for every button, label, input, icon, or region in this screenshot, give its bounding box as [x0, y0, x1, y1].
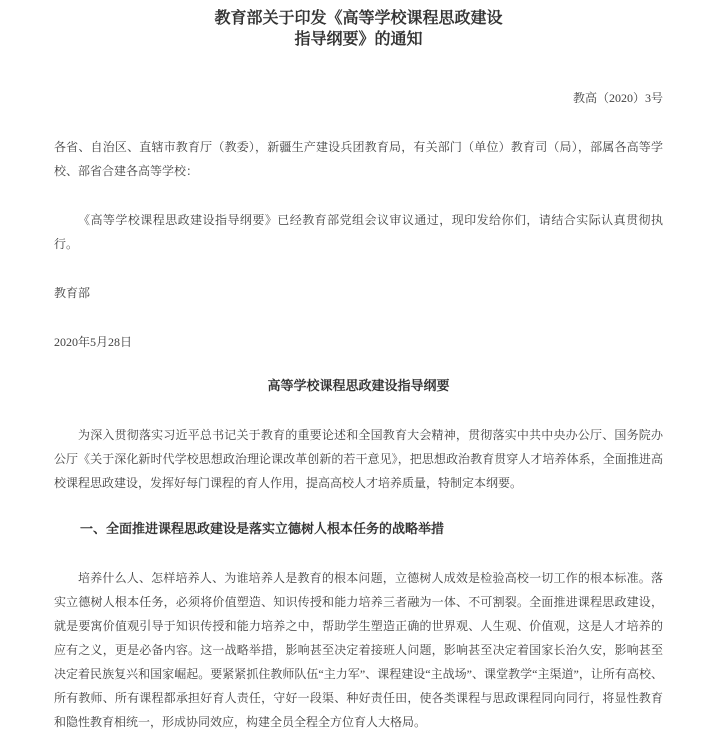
notice-title-line1: 教育部关于印发《高等学校课程思政建设 — [214, 10, 503, 27]
notice-title — [54, 8, 663, 50]
section-1-paragraph: 培养什么人、怎样培养人、为谁培养人是教育的根本问题，立德树人成效是检验高校一切工作的根本标准。落实立德树人根本任务，必须将价值塑造、知识传授和能力培养三者融为一体、不可割裂。全面推进课程思政建设，就是要寓价值观引导于知识传授和能力培养之中，帮助学生塑造正确的世界观、人生观、价值观，这是人才培养的应有之义，更是必备内容。这一战略举措，影响甚至决定着接班人问题，影响甚至决定着国家长治久安，影响甚至决定着民族复兴和国家崛起。要紧紧抓住教师队伍“主力军”、课程建设“主战场”、课堂教学“主渠道”，让所有高校、所有教师、所有课程都承担好育人责任，守好一段渠、种好责任田，使各类课程与思政课程同向同行，将显性教育和隐性教育相统一，形成协同效应，构建全员全程全方位育人大格局。 — [54, 571, 663, 729]
guideline-intro: 为深入贯彻落实习近平总书记关于教育的重要论述和全国教育大会精神，贯彻落实中共中央办公厅、国务院办公厅《关于深化新时代学校思想政治理论课改革创新的若干意见》，把思想政治教育贯穿人才培养体系，全面推进高校课程思政建设，发挥好每门课程的育人作用，提高高校人才培养质量，特制定本纲要。 — [54, 428, 663, 490]
salutation: 各省、自治区、直辖市教育厅（教委），新疆生产建设兵团教育局，有关部门（单位）教育司（局），部属各高等学校、部省合建各高等学校： — [54, 140, 663, 178]
doc-number: 教高（2020）3号 — [572, 91, 663, 105]
guideline-title: 高等学校课程思政建设指导纲要 — [267, 378, 450, 393]
notice-title-line2: 指导纲要》的通知 — [294, 31, 423, 48]
issuer: 教育部 — [54, 286, 91, 300]
notice-body: 《高等学校课程思政建设指导纲要》已经教育部党组会议审议通过，现印发给你们，请结合实际认真贯彻执行。 — [54, 213, 663, 251]
section-1-heading: 一、全面推进课程思政建设是落实立德树人根本任务的战略举措 — [80, 521, 445, 536]
issue-date: 2020年5月28日 — [54, 335, 133, 349]
